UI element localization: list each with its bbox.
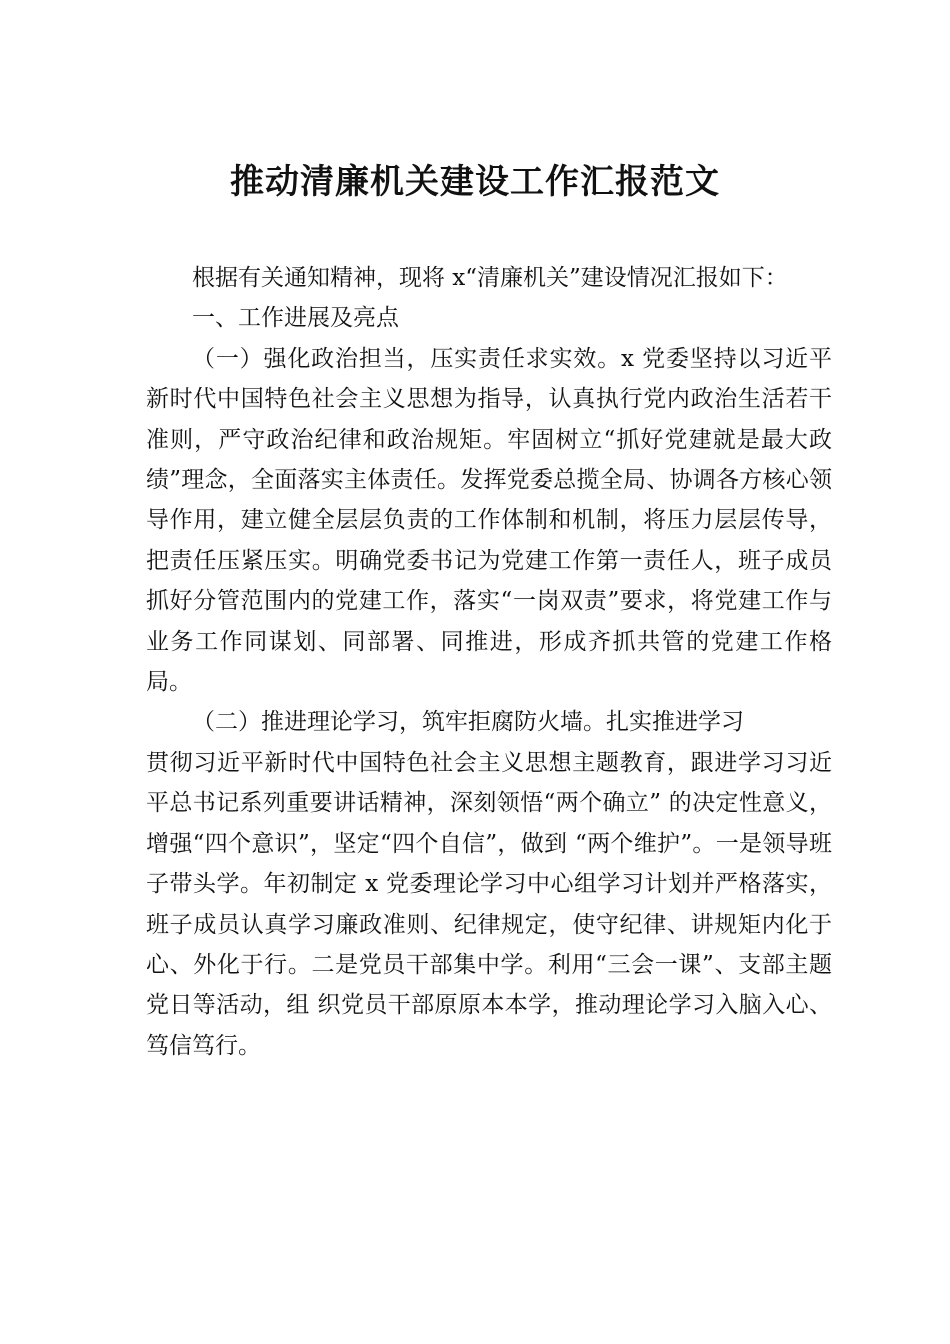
paragraph-theory-study-heading: （二）推进理论学习，筑牢拒腐防火墙。扎实推进学习 xyxy=(192,709,744,736)
document-body xyxy=(146,258,832,1066)
paragraph-theory-study: 贯彻习近平新时代中国特色社会主义思想主题教育，跟进学习习近平总书记系列重要讲话精神，深刻领悟“两个确立” 的决定性意义，增强“四个意识”，坚定“四个自信”，做到 “两个维护”。一是领导班子带头学。年初制定 x 党委理论学习中心组学习计划并严格落实，班子成员认真学习廉政准则、纪律规定，使守纪律、讲规矩内化于心、外化于行。二是党员干部集中学。利用“三会一课”、支部主题党日等活动，组 织党员干部原原本本学，推动理论学习入脑入心、笃信笃行。 xyxy=(146,749,832,1059)
document-title: 推动清廉机关建设工作汇报范文 xyxy=(230,162,720,202)
intro-paragraph: 根据有关通知精神，现将 x“清廉机关”建设情况汇报如下： xyxy=(192,265,788,291)
section-heading: 一、工作进展及亮点 xyxy=(192,305,399,332)
paragraph-political-responsibility: （一）强化政治担当，压实责任求实效。x 党委坚持以习近平新时代中国特色社会主义思想为指导，认真执行党内政治生活若干准则，严守政治纪律和政治规矩。牢固树立“抓好党建就是最大政绩”理念，全面落实主体责任。发挥党委总揽全局、协调各方核心领导作用，建立健全层层负责的工作体制和机制，将压力层层传导，把责任压紧压实。明确党委书记为党建工作第一责任人，班子成员抓好分管范围内的党建工作，落实“一岗双责”要求，将党建工作与业务工作同谋划、同部署、同推进，形成齐抓共管的党建工作格局。 xyxy=(146,345,832,696)
